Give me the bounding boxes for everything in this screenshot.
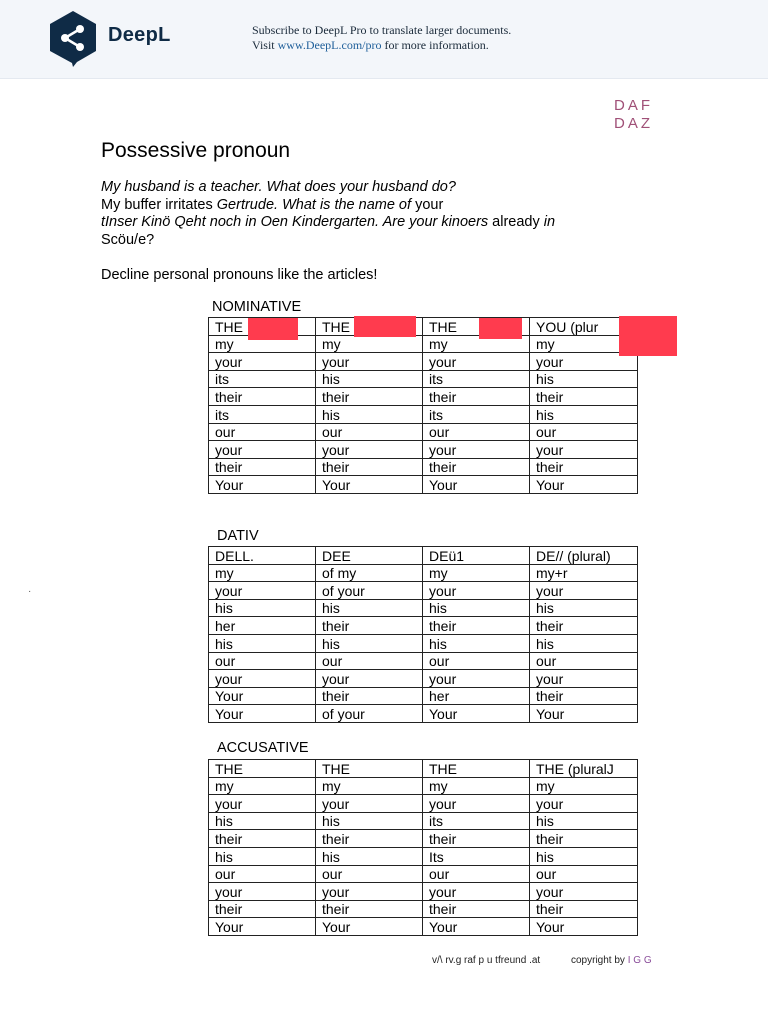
deepl-logo-icon[interactable] (47, 9, 99, 67)
table-row (209, 705, 638, 723)
table-cell: your (423, 441, 530, 459)
table-row (209, 777, 638, 795)
copyright-mark: I G G (627, 955, 652, 966)
table-cell: your (209, 883, 316, 901)
table-row (209, 617, 638, 635)
table-cell: his (316, 599, 423, 617)
header-cell: THE (209, 318, 316, 336)
table-cell: Your (316, 918, 423, 936)
table-row (209, 918, 638, 936)
table-cell: their (209, 830, 316, 848)
table-row (209, 865, 638, 883)
table-cell: our (423, 423, 530, 441)
table-row (209, 900, 638, 918)
nominative-title: NOMINATIVE (212, 299, 302, 315)
intro-l3b: already (488, 214, 544, 230)
table-row (209, 634, 638, 652)
table-cell: our (316, 865, 423, 883)
table-cell: his (209, 847, 316, 865)
table-cell: my (530, 777, 638, 795)
table-cell: your (423, 883, 530, 901)
intro-line-4 (101, 232, 621, 250)
intro-l4: Scöu/e? (101, 231, 155, 248)
table-cell: his (530, 847, 638, 865)
table-cell: my (209, 335, 316, 353)
table-cell: our (209, 423, 316, 441)
table-cell: our (423, 865, 530, 883)
banner-line-2-pre: Visit (252, 38, 278, 52)
accusative-title: ACCUSATIVE (217, 740, 309, 756)
table-cell: its (209, 370, 316, 388)
table-cell: their (316, 388, 423, 406)
table-cell: Your (530, 918, 638, 936)
table-row (209, 370, 638, 388)
intro-line-2 (101, 197, 621, 215)
table-cell: your (316, 883, 423, 901)
intro-l3a: tInser Kinö Qeht noch in Oen Kindergarten. Are your kinoers (101, 214, 489, 230)
table-row (209, 441, 638, 459)
header-cell: DE// (plural) (530, 547, 638, 565)
table-cell: their (530, 617, 638, 635)
table-cell: its (209, 405, 316, 423)
table-cell: my (209, 564, 316, 582)
table-cell: Your (316, 476, 423, 494)
table-cell: their (316, 458, 423, 476)
accusative-table (208, 759, 638, 936)
table-cell: our (530, 423, 638, 441)
footer-website: v/\ rv.g raf p u tfreund .at (432, 955, 541, 966)
header-cell: THE (pluralJ (530, 760, 638, 778)
table-cell: their (316, 617, 423, 635)
table-cell: our (209, 865, 316, 883)
table-cell: his (316, 370, 423, 388)
table-cell: your (530, 582, 638, 600)
header-cell: THE (209, 760, 316, 778)
table-cell: my (316, 777, 423, 795)
table-cell: his (316, 405, 423, 423)
table-cell: his (530, 405, 638, 423)
table-row (209, 670, 638, 688)
table-cell: Your (530, 705, 638, 723)
table-cell: Your (209, 705, 316, 723)
banner-line-2-post: for more information. (381, 38, 489, 52)
intro-l3c: in (543, 214, 556, 230)
table-cell: Your (423, 705, 530, 723)
table-cell: their (530, 458, 638, 476)
table-cell: your (530, 670, 638, 688)
table-cell: their (423, 388, 530, 406)
copyright-text: copyright by (571, 955, 628, 966)
table-cell: its (423, 405, 530, 423)
table-cell: your (209, 670, 316, 688)
header-cell: THE (316, 318, 423, 336)
redaction-box (619, 316, 677, 356)
table-cell: his (209, 812, 316, 830)
table-row (209, 458, 638, 476)
table-cell: Its (423, 847, 530, 865)
table-cell: their (316, 900, 423, 918)
table-cell: your (316, 353, 423, 371)
table-cell: Your (530, 476, 638, 494)
header-cell: THE (423, 760, 530, 778)
table-cell: my (423, 777, 530, 795)
table-cell: their (209, 900, 316, 918)
table-cell: his (530, 599, 638, 617)
table-cell: my+r (530, 564, 638, 582)
instruction-text: Decline personal pronouns like the articles! (101, 267, 378, 283)
deepl-banner (0, 0, 768, 79)
table-cell: your (530, 441, 638, 459)
stray-mark: · (28, 586, 32, 597)
table-row (209, 388, 638, 406)
header-cell: THE (423, 318, 530, 336)
intro-l2b: Gertrude (216, 196, 275, 213)
table-cell: their (209, 388, 316, 406)
header-cell: DEE (316, 547, 423, 565)
table-row (209, 405, 638, 423)
table-cell: his (316, 634, 423, 652)
intro-l2a: My buffer irritates (101, 196, 217, 213)
table-cell: her (209, 617, 316, 635)
table-cell: his (209, 634, 316, 652)
table-cell: their (316, 830, 423, 848)
deepl-pro-link[interactable]: www.DeepL.com/pro (277, 38, 382, 52)
table-cell: your (423, 670, 530, 688)
table-cell: Your (209, 476, 316, 494)
table-row (209, 687, 638, 705)
table-cell: your (209, 353, 316, 371)
banner-line-2 (252, 38, 511, 53)
table-row (209, 812, 638, 830)
table-cell: of your (316, 705, 423, 723)
table-cell: its (423, 812, 530, 830)
table-cell: our (530, 865, 638, 883)
table-cell: my (423, 564, 530, 582)
table-cell: their (423, 900, 530, 918)
intro-text (101, 179, 621, 249)
table-row (209, 564, 638, 582)
table-row (209, 582, 638, 600)
table-header-row (209, 547, 638, 565)
table-cell: your (423, 582, 530, 600)
table-cell: their (423, 830, 530, 848)
table-row (209, 599, 638, 617)
table-row (209, 353, 638, 371)
table-row (209, 652, 638, 670)
table-cell: my (423, 335, 530, 353)
table-cell: their (423, 458, 530, 476)
table-cell: my (209, 777, 316, 795)
table-cell: our (423, 652, 530, 670)
table-cell: your (423, 353, 530, 371)
table-cell: your (530, 883, 638, 901)
table-cell: his (316, 812, 423, 830)
intro-line-1 (101, 179, 621, 197)
redaction-box (248, 318, 298, 340)
table-cell: your (316, 670, 423, 688)
table-cell: of my (316, 564, 423, 582)
table-cell: your (316, 441, 423, 459)
table-cell: Your (209, 687, 316, 705)
logo-text: DeepL (108, 24, 171, 46)
table-row (209, 795, 638, 813)
table-cell: his (423, 634, 530, 652)
table-cell: my (530, 335, 638, 353)
dativ-table (208, 546, 638, 723)
nominative-table (208, 317, 638, 494)
header-cell: YOU (plur (530, 318, 638, 336)
table-cell: her (423, 687, 530, 705)
header-cell: THE (316, 760, 423, 778)
table-cell: Your (209, 918, 316, 936)
table-cell: their (423, 617, 530, 635)
table-row (209, 830, 638, 848)
daf-label: DAF (614, 97, 653, 114)
table-cell: his (423, 599, 530, 617)
banner-line-1: Subscribe to DeepL Pro to translate larger documents. (252, 23, 512, 37)
table-cell: our (209, 652, 316, 670)
table-cell: their (530, 687, 638, 705)
table-cell: your (209, 795, 316, 813)
daf-daz-mark (614, 97, 653, 133)
table-cell: your (530, 795, 638, 813)
table-cell: Your (423, 476, 530, 494)
table-cell: his (316, 847, 423, 865)
redaction-box (354, 316, 416, 337)
intro-l2c: . What is the name of (274, 196, 416, 213)
intro-l1: My husband is a teacher. What does your husband do? (101, 179, 456, 195)
daz-label: DAZ (614, 115, 653, 132)
header-cell: DELL. (209, 547, 316, 565)
table-cell: his (530, 634, 638, 652)
table-cell: your (530, 353, 638, 371)
intro-l2d: your (415, 196, 444, 213)
banner-message (252, 23, 511, 53)
redaction-box (479, 318, 522, 339)
table-cell: of your (316, 582, 423, 600)
table-row (209, 423, 638, 441)
footer-copyright (571, 955, 652, 966)
table-cell: their (530, 388, 638, 406)
table-header-row (209, 760, 638, 778)
table-cell: your (209, 441, 316, 459)
table-cell: their (530, 830, 638, 848)
table-cell: your (209, 582, 316, 600)
table-row (209, 847, 638, 865)
dativ-title: DATIV (217, 528, 259, 544)
table-cell: our (316, 423, 423, 441)
table-cell: his (530, 370, 638, 388)
table-row (209, 883, 638, 901)
table-cell: our (530, 652, 638, 670)
table-cell: my (316, 335, 423, 353)
header-cell: DEü1 (423, 547, 530, 565)
table-cell: its (423, 370, 530, 388)
table-cell: Your (423, 918, 530, 936)
intro-line-3 (101, 214, 621, 232)
page-title: Possessive pronoun (101, 139, 291, 162)
table-cell: your (316, 795, 423, 813)
table-cell: their (530, 900, 638, 918)
table-row (209, 476, 638, 494)
table-cell: his (209, 599, 316, 617)
table-cell: our (316, 652, 423, 670)
table-cell: their (316, 687, 423, 705)
table-cell: their (209, 458, 316, 476)
table-cell: his (530, 812, 638, 830)
table-cell: your (423, 795, 530, 813)
